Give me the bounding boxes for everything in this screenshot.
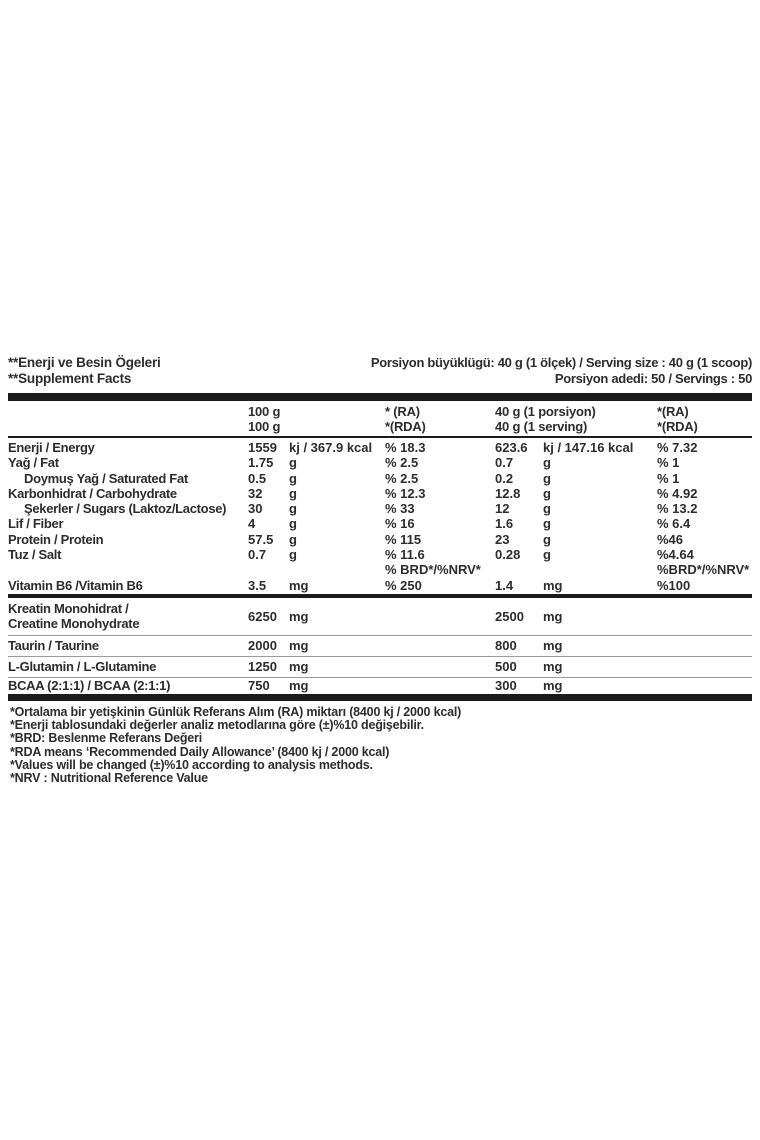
nutrient-label: Vitamin B6 /Vitamin B6 — [8, 577, 143, 593]
amount-per-100g: 30 — [248, 501, 263, 517]
unit-per-100g: mg — [289, 638, 309, 654]
unit-per-serving: mg — [543, 638, 563, 654]
supplement-label-line: L-Glutamin / L-Glutamine — [8, 659, 157, 675]
supplement-label — [8, 638, 248, 653]
ra-percent-per-100g: % 2.5 — [385, 470, 419, 486]
nutrient-row — [8, 471, 752, 486]
amount-per-100g: 750 — [248, 678, 270, 694]
supplement-label-line: Kreatin Monohidrat / — [8, 601, 129, 617]
title-english: **Supplement Facts — [8, 371, 132, 386]
ra-rda-2-line2: *(RDA) — [657, 419, 698, 434]
ra-percent-per-100g: % 115 — [385, 531, 422, 547]
amount-per-100g: 0.7 — [248, 547, 267, 563]
amount-per-100g: 1559 — [248, 440, 277, 455]
nutrient-row — [8, 455, 752, 470]
nutrient-row — [8, 486, 752, 501]
nutrient-label: Lif / Fiber — [8, 516, 64, 532]
per-100g-line2: 100 g — [248, 419, 281, 434]
per-serving-line2: 40 g (1 serving) — [495, 419, 588, 434]
nutrient-table — [8, 438, 752, 593]
unit-per-100g: g — [289, 485, 297, 501]
column-header-per-serving — [495, 404, 657, 434]
nutrient-label: Karbonhidrat / Carbohydrate — [8, 485, 177, 501]
ra-percent-per-serving: % 6.4 — [657, 516, 691, 532]
unit-per-100g: mg — [289, 608, 309, 624]
unit-per-100g: mg — [289, 577, 309, 593]
nutrient-label: Enerji / Energy — [8, 440, 95, 455]
ra-percent-per-serving: %BRD*/%NRV* — [657, 562, 750, 578]
ra-percent-per-100g: % BRD*/%NRV* — [385, 562, 481, 578]
unit-per-serving: g — [543, 516, 551, 532]
label-titles — [8, 355, 161, 387]
unit-per-serving: g — [543, 455, 551, 471]
amount-per-serving: 623.6 — [495, 440, 528, 455]
amount-per-100g: 1.75 — [248, 455, 274, 471]
amount-per-100g: 2000 — [248, 638, 277, 654]
supplement-label — [8, 659, 248, 674]
footnote-line: *Enerji tablosundaki değerler analiz metodlarına göre (±)%10 değişebilir. — [10, 718, 424, 733]
supplement-table — [8, 598, 752, 694]
nutrient-label: Tuz / Salt — [8, 547, 62, 563]
nutrient-label: Şekerler / Sugars (Laktoz/Lactose) — [24, 501, 227, 517]
amount-per-100g: 0.5 — [248, 470, 267, 486]
title-turkish: **Enerji ve Besin Ögeleri — [8, 355, 161, 370]
supplement-label — [8, 601, 248, 631]
amount-per-100g: 57.5 — [248, 531, 274, 547]
footnote-line: *BRD: Beslenme Referans Değeri — [10, 731, 202, 746]
footnote-line: *NRV : Nutritional Reference Value — [10, 770, 208, 785]
nutrient-row — [8, 501, 752, 516]
nutrient-label: Doymuş Yağ / Saturated Fat — [24, 470, 188, 486]
ra-percent-per-100g: % 2.5 — [385, 455, 419, 471]
ra-percent-per-100g: % 250 — [385, 577, 422, 593]
amount-per-100g: 1250 — [248, 659, 277, 675]
nutrient-row — [8, 516, 752, 531]
column-header-spacer — [8, 404, 248, 434]
nutrient-label — [8, 562, 248, 577]
per-serving-line1: 40 g (1 porsiyon) — [495, 404, 596, 419]
nutrient-row — [8, 578, 752, 593]
amount-per-serving: 500 — [495, 659, 517, 675]
amount-per-serving — [495, 562, 543, 577]
ra-percent-per-100g: % 33 — [385, 501, 415, 517]
amount-per-100g: 3.5 — [248, 577, 267, 593]
supplement-row — [8, 635, 752, 656]
unit-per-100g: mg — [289, 678, 309, 694]
unit-per-serving: g — [543, 485, 551, 501]
unit-per-serving: mg — [543, 678, 563, 694]
supplement-row — [8, 598, 752, 635]
unit-per-100g: g — [289, 470, 297, 486]
amount-per-serving: 0.7 — [495, 455, 514, 471]
ra-rda-1-line1: * (RA) — [385, 404, 420, 419]
unit-per-serving: g — [543, 531, 551, 547]
unit-per-serving: mg — [543, 608, 563, 624]
ra-percent-per-100g: % 11.6 — [385, 547, 425, 563]
column-header-ra-rda-1 — [385, 404, 495, 434]
amount-per-serving: 1.4 — [495, 577, 514, 593]
amount-per-100g: 4 — [248, 516, 256, 532]
unit-per-100g: g — [289, 516, 297, 532]
amount-per-serving: 0.28 — [495, 547, 521, 563]
unit-per-100g: g — [289, 455, 297, 471]
supplement-label-line: Taurin / Taurine — [8, 638, 99, 654]
supplement-label-line: BCAA (2:1:1) / BCAA (2:1:1) — [8, 678, 171, 694]
ra-rda-1-line2: *(RDA) — [385, 419, 426, 434]
serving-size-text: Porsiyon büyüklügü: 40 g (1 ölçek) / Serving size : 40 g (1 scoop) — [370, 355, 752, 370]
amount-per-100g: 32 — [248, 485, 263, 501]
ra-percent-per-serving: % 4.92 — [657, 485, 698, 501]
ra-percent-per-serving: % 1 — [657, 455, 680, 471]
unit-per-serving: g — [543, 470, 551, 486]
column-header-ra-rda-2 — [657, 404, 752, 434]
supplement-label-line: Creatine Monohydrate — [8, 616, 140, 632]
amount-per-serving: 0.2 — [495, 470, 514, 486]
amount-per-serving: 300 — [495, 678, 517, 694]
serving-count-text: Porsiyon adedi: 50 / Servings : 50 — [554, 371, 752, 386]
ra-percent-per-serving: %46 — [657, 531, 684, 547]
footnotes — [8, 706, 752, 785]
unit-per-100g: mg — [289, 659, 309, 675]
unit-per-100g: g — [289, 531, 297, 547]
footnote-line: *Values will be changed (±)%10 according to analysis methods. — [10, 757, 373, 772]
unit-per-serving: mg — [543, 659, 563, 675]
ra-percent-per-serving: %100 — [657, 577, 691, 593]
supplement-row — [8, 677, 752, 694]
nutrient-label: Protein / Protein — [8, 531, 104, 547]
amount-per-serving: 2500 — [495, 608, 524, 624]
amount-per-serving: 12 — [495, 501, 510, 517]
ra-percent-per-serving: % 7.32 — [657, 440, 698, 455]
label-header — [8, 355, 752, 387]
amount-per-serving: 1.6 — [495, 516, 514, 532]
amount-per-100g: 6250 — [248, 608, 277, 624]
supplement-row — [8, 656, 752, 677]
nutrient-row — [8, 562, 752, 577]
supplement-label — [8, 678, 248, 693]
bottom-divider-bar — [8, 694, 752, 701]
amount-per-serving: 800 — [495, 638, 517, 654]
unit-per-100g — [289, 562, 385, 577]
unit-per-100g: g — [289, 501, 297, 517]
top-divider-bar — [8, 393, 752, 401]
amount-per-serving: 23 — [495, 531, 510, 547]
ra-percent-per-100g: % 18.3 — [385, 440, 426, 455]
ra-percent-per-serving: % 1 — [657, 470, 680, 486]
nutrient-label: Yağ / Fat — [8, 455, 59, 471]
ra-percent-per-100g: % 12.3 — [385, 485, 426, 501]
unit-per-serving: kj / 147.16 kcal — [543, 440, 634, 455]
ra-rda-2-line1: *(RA) — [657, 404, 689, 419]
unit-per-serving — [543, 562, 657, 577]
serving-info — [371, 355, 752, 387]
column-header-per-100g — [248, 404, 385, 434]
footnote-line: *Ortalama bir yetişkinin Günlük Referans Alım (RA) miktarı (8400 kj / 2000 kcal) — [10, 704, 462, 719]
nutrient-row — [8, 440, 752, 455]
amount-per-100g — [248, 562, 289, 577]
ra-percent-per-serving: %4.64 — [657, 547, 694, 563]
amount-per-serving: 12.8 — [495, 485, 521, 501]
per-100g-line1: 100 g — [248, 404, 281, 419]
supplement-facts-panel — [8, 355, 752, 785]
unit-per-serving: mg — [543, 577, 563, 593]
unit-per-100g: kj / 367.9 kcal — [289, 440, 373, 455]
ra-percent-per-100g: % 16 — [385, 516, 415, 532]
nutrient-row — [8, 532, 752, 547]
unit-per-100g: g — [289, 547, 297, 563]
column-header-row — [8, 401, 752, 438]
unit-per-serving: g — [543, 547, 551, 563]
unit-per-serving: g — [543, 501, 551, 517]
ra-percent-per-serving: % 13.2 — [657, 501, 698, 517]
footnote-line: *RDA means ‘Recommended Daily Allowance’ (8400 kj / 2000 kcal) — [10, 744, 390, 759]
nutrient-row — [8, 547, 752, 562]
